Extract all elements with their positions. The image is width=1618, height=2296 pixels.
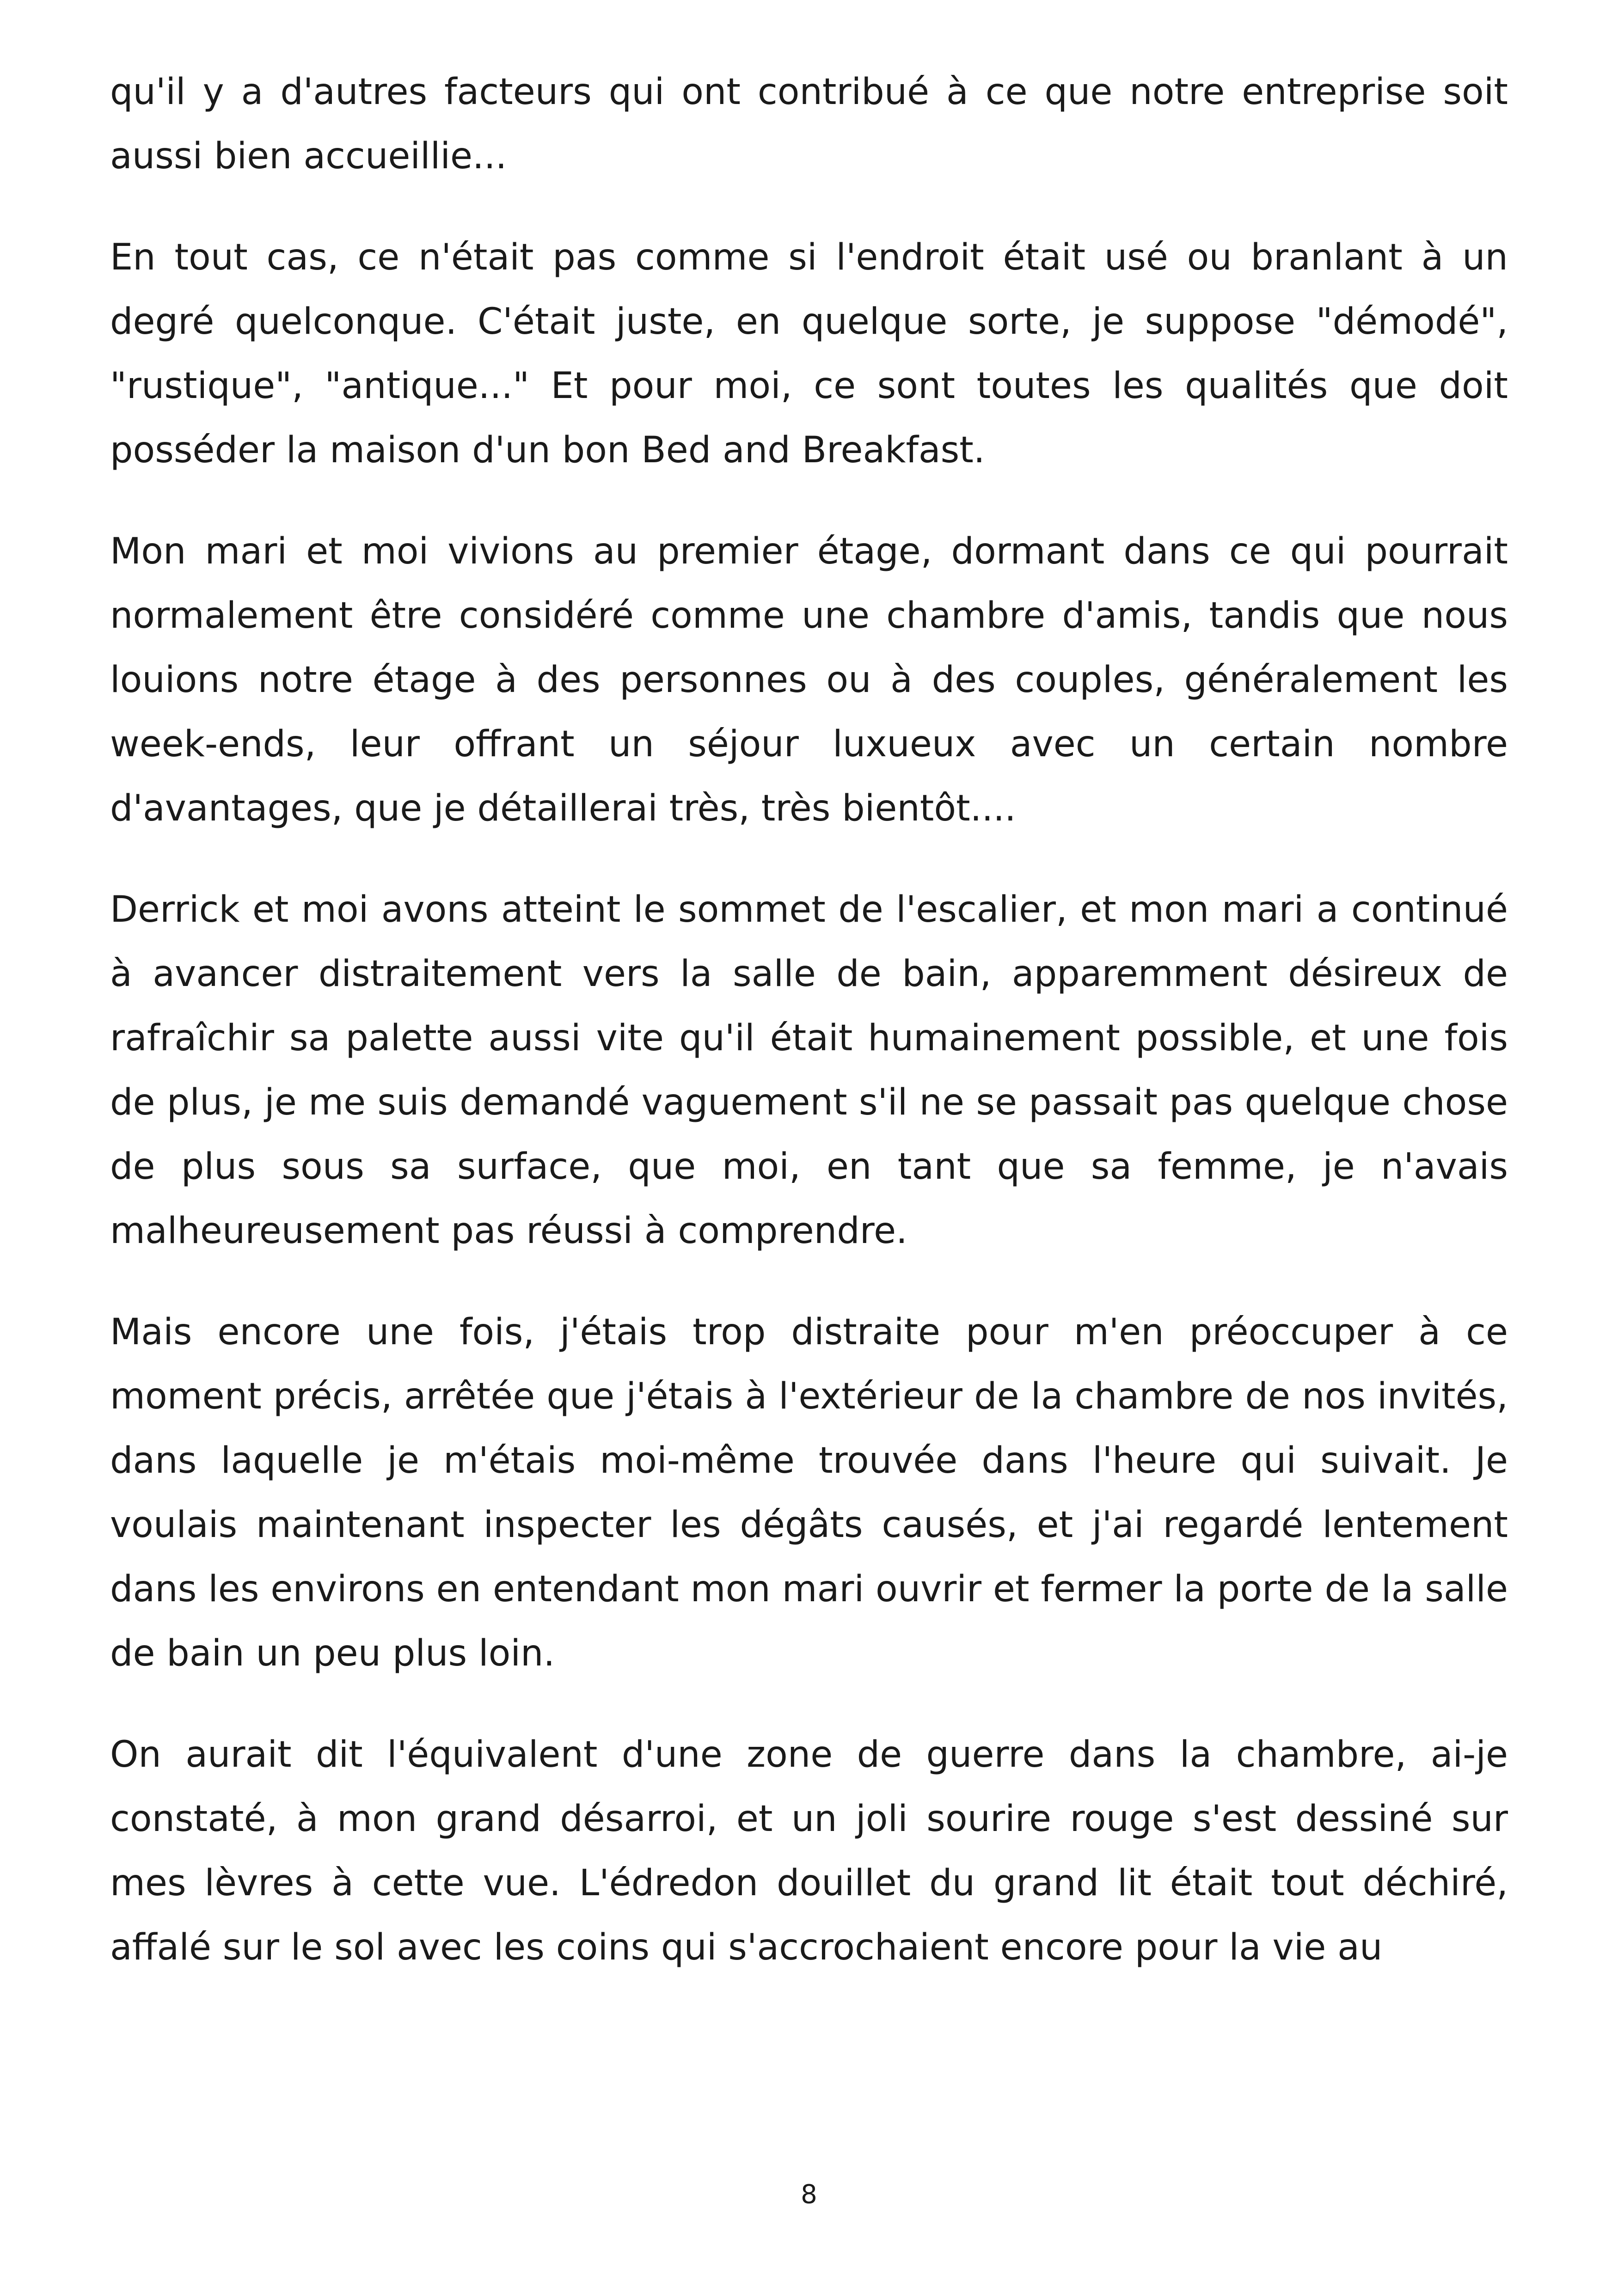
- paragraph-2: En tout cas, ce n'était pas comme si l'endroit était usé ou branlant à un degré quelconque. C'était juste, en quelque sorte, je suppose "démodé", "rustique", "antique..." Et pour moi, ce sont toutes les qualités que doit posséder la maison d'un bon Bed and Breakfast.: [110, 237, 1508, 471]
- paragraph-5: Mais encore une fois, j'étais trop distraite pour m'en préoccuper à ce moment précis, arrêtée que j'étais à l'extérieur de la chambre de nos invités, dans laquelle je m'étais moi-même trouvée dans l'heure qui suivait. Je voulais maintenant inspecter les dégâts causés, et j'ai regardé lentement dans les environs en entendant mon mari ouvrir et fermer la porte de la salle de bain un peu plus loin.: [110, 1311, 1508, 1674]
- body-text: [110, 60, 1508, 2017]
- paragraph-6: On aurait dit l'équivalent d'une zone de guerre dans la chambre, ai-je constaté, à mon grand désarroi, et un joli sourire rouge s'est dessiné sur mes lèvres à cette vue. L'édredon douillet du grand lit était tout déchiré, affalé sur le sol avec les coins qui s'accrochaient encore pour la vie au: [110, 1734, 1508, 1968]
- paragraph-4: Derrick et moi avons atteint le sommet de l'escalier, et mon mari a continué à avancer distraitement vers la salle de bain, apparemment désireux de rafraîchir sa palette aussi vite qu'il était humainement possible, et une fois de plus, je me suis demandé vaguement s'il ne se passait pas quelque chose de plus sous sa surface, que moi, en tant que sa femme, je n'avais malheureusement pas réussi à comprendre.: [110, 889, 1508, 1252]
- paragraph-3: Mon mari et moi vivions au premier étage, dormant dans ce qui pourrait normalement être considéré comme une chambre d'amis, tandis que nous louions notre étage à des personnes ou à des couples, généralement les week-ends, leur offrant un séjour luxueux avec un certain nombre d'avantages, que je détaillerai très, très bientôt....: [110, 531, 1508, 829]
- page-number: 8: [801, 2180, 817, 2210]
- paragraph-1: qu'il y a d'autres facteurs qui ont contribué à ce que notre entreprise soit aussi bien accueillie...: [110, 71, 1508, 177]
